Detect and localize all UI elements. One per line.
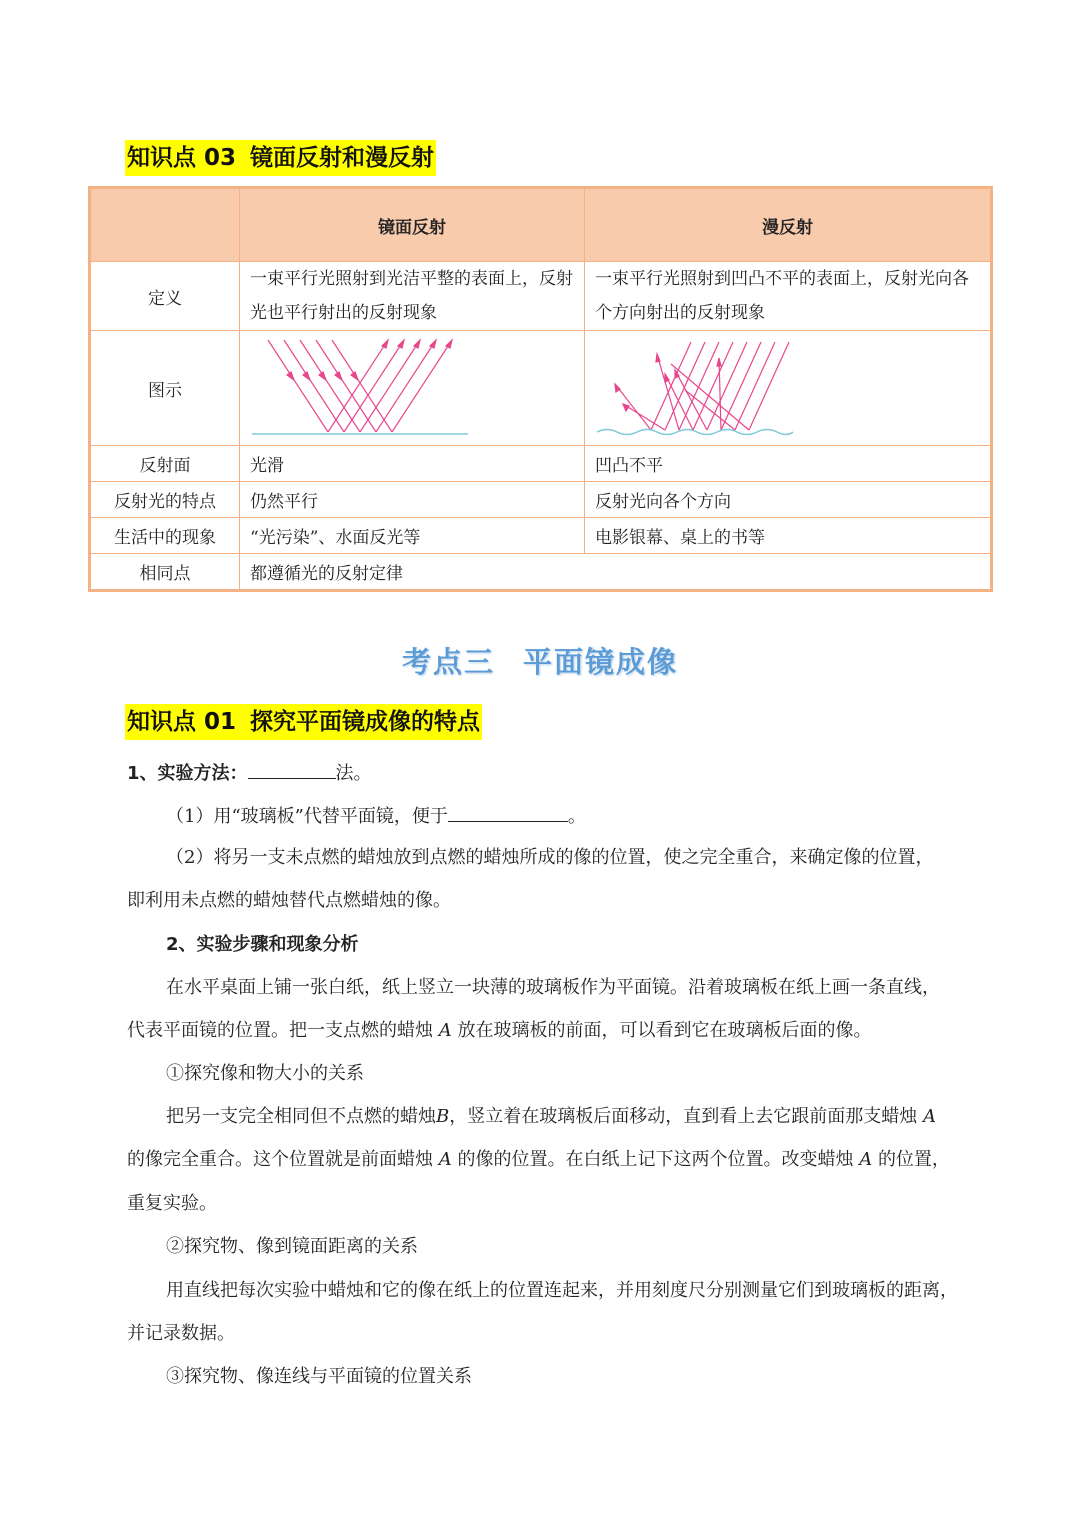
definition-mirror: 一束平行光照射到光洁平整的表面上，反射光也平行射出的反射现象 xyxy=(240,262,585,331)
kp01-title: 探究平面镜成像的特点 xyxy=(250,709,481,735)
figure-mirror-cell xyxy=(240,331,585,446)
size-text-c: 的像完全重合。这个位置就是前面蜡烛 xyxy=(127,1149,433,1170)
header-empty xyxy=(90,188,240,262)
kp03-heading xyxy=(125,140,436,176)
subtopic-distance: ②探究物、像到镜面距离的关系 xyxy=(166,1236,418,1257)
setup-line2 xyxy=(127,1019,871,1043)
var-a: A xyxy=(859,1149,873,1170)
surface-diffuse: 凹凸不平 xyxy=(585,446,992,482)
glass-plate-suffix: 。 xyxy=(567,806,586,827)
method-blank xyxy=(248,760,336,779)
row-label-feature: 反射光的特点 xyxy=(90,482,240,518)
steps-title: 2、实验步骤和现象分析 xyxy=(166,934,359,955)
method-suffix: 法。 xyxy=(335,763,372,784)
method-line xyxy=(127,760,372,786)
var-b: B xyxy=(436,1106,450,1127)
definition-diffuse: 一束平行光照射到凹凸不平的表面上，反射光向各个方向射出的反射现象 xyxy=(585,262,992,331)
subtopic-size: ①探究像和物大小的关系 xyxy=(166,1063,364,1084)
feature-diffuse: 反射光向各个方向 xyxy=(585,482,992,518)
kp03-label: 知识点 03 xyxy=(127,145,237,171)
size-line1 xyxy=(166,1105,936,1129)
figure-diffuse-cell xyxy=(585,331,992,446)
header-mirror: 镜面反射 xyxy=(240,188,585,262)
size-line3: 重复实验。 xyxy=(127,1193,217,1214)
life-diffuse: 电影银幕、桌上的书等 xyxy=(585,518,992,554)
table-row-figure xyxy=(90,331,992,446)
section-title-part1: 考点三 xyxy=(401,645,495,679)
diffuse-reflection-diagram xyxy=(595,334,795,438)
table-header-row xyxy=(90,188,992,262)
row-label-definition: 定义 xyxy=(90,262,240,331)
row-label-figure: 图示 xyxy=(90,331,240,446)
section-title xyxy=(0,640,1080,681)
surface-mirror: 光滑 xyxy=(240,446,585,482)
life-mirror: “光污染”、水面反光等 xyxy=(240,518,585,554)
setup-text-a: 代表平面镜的位置。把一支点燃的蜡烛 xyxy=(127,1020,433,1041)
section-title-part2: 平面镜成像 xyxy=(523,645,679,679)
setup-line1: 在水平桌面上铺一张白纸，纸上竖立一块薄的玻璃板作为平面镜。沿着玻璃板在纸上画一条直线， xyxy=(166,977,940,998)
glass-plate-line xyxy=(166,803,586,829)
setup-text-b: 放在玻璃板的前面，可以看到它在玻璃板后面的像。 xyxy=(457,1020,872,1041)
method-label: 1、实验方法： xyxy=(127,763,248,784)
table-row-definition xyxy=(90,262,992,331)
kp01-label: 知识点 01 xyxy=(127,709,237,735)
size-text-a: 把另一支完全相同但不点燃的蜡烛 xyxy=(166,1106,436,1127)
size-text-e: 的位置， xyxy=(877,1149,950,1170)
row-label-common: 相同点 xyxy=(90,554,240,591)
distance-line1: 用直线把每次实验中蜡烛和它的像在纸上的位置连起来，并用刻度尺分别测量它们到玻璃板的距离， xyxy=(166,1280,958,1301)
table-row-surface xyxy=(90,446,992,482)
kp03-title: 镜面反射和漫反射 xyxy=(250,145,435,171)
table-row-common xyxy=(90,554,992,591)
specular-reflection-diagram xyxy=(250,334,470,438)
row-label-life: 生活中的现象 xyxy=(90,518,240,554)
kp01-heading xyxy=(125,704,482,740)
var-a: A xyxy=(922,1106,936,1127)
common-value: 都遵循光的反射定律 xyxy=(240,554,992,591)
glass-plate-blank xyxy=(448,803,568,822)
feature-mirror: 仍然平行 xyxy=(240,482,585,518)
size-text-d: 的像的位置。在白纸上记下这两个位置。改变蜡烛 xyxy=(457,1149,854,1170)
size-text-b: ，竖立着在玻璃板后面移动，直到看上去它跟前面那支蜡烛 xyxy=(449,1106,918,1127)
var-a: A xyxy=(438,1020,452,1041)
table-row-feature xyxy=(90,482,992,518)
var-a: A xyxy=(438,1149,452,1170)
subtopic-position: ③探究物、像连线与平面镜的位置关系 xyxy=(166,1366,472,1387)
header-diffuse: 漫反射 xyxy=(585,188,992,262)
distance-line2: 并记录数据。 xyxy=(127,1323,235,1344)
glass-plate-text: （1）用“玻璃板”代替平面镜，便于 xyxy=(166,806,448,827)
candle-substitute-line2: 即利用未点燃的蜡烛替代点燃蜡烛的像。 xyxy=(127,890,451,911)
table-row-life xyxy=(90,518,992,554)
reflection-comparison-table xyxy=(88,186,993,592)
row-label-surface: 反射面 xyxy=(90,446,240,482)
size-line2 xyxy=(127,1148,950,1172)
candle-substitute-line1: （2）将另一支未点燃的蜡烛放到点燃的蜡烛所成的像的位置，使之完全重合，来确定像的位置， xyxy=(166,847,934,868)
